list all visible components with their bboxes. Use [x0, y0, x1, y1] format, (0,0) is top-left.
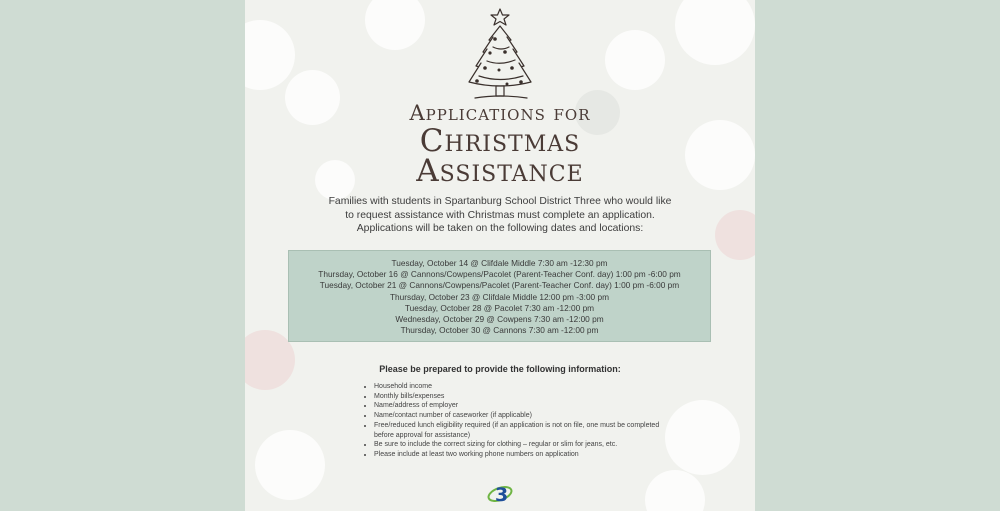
list-item: • Monthly bills/expenses	[374, 392, 664, 402]
date-row: Tuesday, October 14 @ Clifdale Middle 7:30 am -12:30 pm	[391, 258, 608, 268]
date-row: Tuesday, October 28 @ Pacolet 7:30 am -12:00 pm	[404, 302, 595, 313]
intro-line: Families with students in Spartanburg School District Three who would like	[328, 196, 672, 207]
district-logo-icon	[486, 481, 514, 505]
bokeh-light	[665, 400, 740, 475]
list-item: • Name/address of employer	[374, 401, 664, 411]
bokeh-light	[605, 30, 665, 90]
date-row: Thursday, October 23 @ Clifdale Middle 12:00 pm -3:00 pm	[389, 291, 610, 302]
bokeh-light	[255, 430, 325, 500]
bokeh-light	[645, 470, 705, 511]
title-line-1: Applications for	[409, 101, 591, 125]
bokeh-light	[675, 0, 755, 65]
bokeh-pink	[715, 210, 755, 260]
title-line-2: Christmas	[419, 123, 581, 159]
bokeh-light	[365, 0, 425, 50]
dates-box	[288, 250, 711, 342]
christmas-tree-icon	[457, 6, 543, 104]
info-list	[362, 382, 664, 460]
intro-paragraph	[305, 195, 695, 236]
flyer	[245, 0, 755, 511]
list-item: • Name/contact number of caseworker (if applicable)	[374, 411, 664, 421]
list-item: • Household income	[374, 382, 664, 392]
list-item: • Please include at least two working phone numbers on application	[374, 450, 664, 460]
intro-line: Applications will be taken on the following dates and locations:	[356, 223, 644, 234]
list-item: • Free/reduced lunch eligibility required (if an application is not on file, one must be completed before approval for assistance)	[374, 421, 664, 440]
intro-line: to request assistance with Christmas must complete an application.	[345, 209, 655, 221]
title-line-3: Assistance	[416, 153, 584, 189]
prepared-heading: Please be prepared to provide the following information:	[379, 364, 621, 374]
date-row: Thursday, October 16 @ Cannons/Cowpens/Pacolet (Parent-Teacher Conf. day) 1:00 pm -6:00 pm	[318, 269, 681, 280]
date-row: Thursday, October 30 @ Cannons 7:30 am -12:00 pm	[400, 325, 599, 336]
list-item: • Be sure to include the correct sizing for clothing – regular or slim for jeans, etc.	[374, 440, 664, 450]
date-row: Wednesday, October 29 @ Cowpens 7:30 am -12:00 pm	[395, 314, 604, 325]
date-row: Tuesday, October 21 @ Cannons/Cowpens/Pacolet (Parent-Teacher Conf. day) 1:00 pm -6:00 pm	[319, 280, 680, 291]
logo-text: 3	[495, 484, 509, 505]
bokeh-light	[245, 20, 295, 90]
